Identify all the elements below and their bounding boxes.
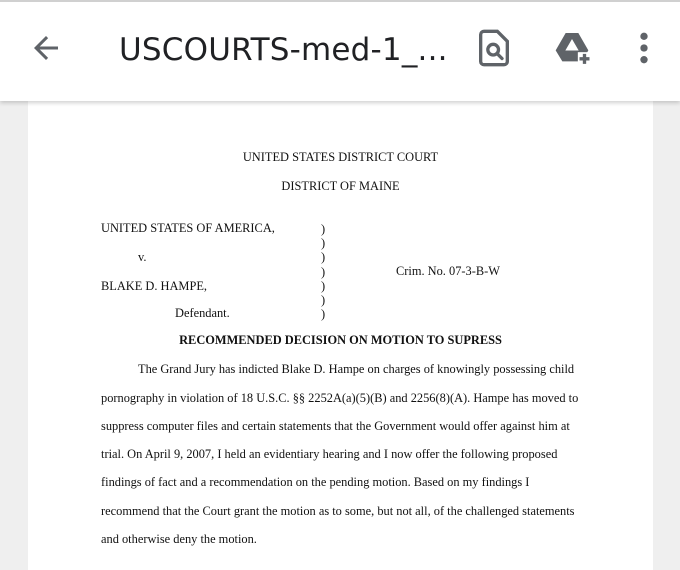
caption-paren: ) <box>321 264 326 279</box>
caption-paren: ) <box>321 236 326 251</box>
more-vert-icon[interactable] <box>624 28 664 68</box>
caption-paren: ) <box>321 278 326 293</box>
body-line: The Grand Jury has indicted Blake D. Hampe on charges of knowingly possessing child <box>138 362 575 376</box>
status-divider <box>0 0 680 2</box>
caption-paren: ) <box>321 307 326 322</box>
body-line: and otherwise deny the motion. <box>101 532 257 546</box>
caption-paren: ) <box>321 292 326 307</box>
body-line: pornography in violation of 18 U.S.C. §§ 2252A(a)(5)(B) and 2256(8)(A). Hampe has moved to <box>101 391 579 405</box>
add-to-drive-icon[interactable] <box>552 28 592 68</box>
caption-paren: ) <box>321 250 326 265</box>
back-arrow-icon[interactable] <box>28 30 64 66</box>
case-number: Crim. No. 07-3-B-W <box>396 264 500 278</box>
plaintiff-name: UNITED STATES OF AMERICA, <box>101 221 275 235</box>
body-line: trial. On April 9, 2007, I held an evidentiary hearing and I now offer the following proposed <box>101 447 558 461</box>
app-bar <box>0 0 680 101</box>
defendant-name: BLAKE D. HAMPE, <box>101 279 208 293</box>
court-district: DISTRICT OF MAINE <box>281 179 400 193</box>
body-line: suppress computer files and certain statements that the Government would offer against him at <box>101 419 570 433</box>
court-name: UNITED STATES DISTRICT COURT <box>242 150 439 164</box>
defendant-label: Defendant. <box>175 306 230 320</box>
caption-paren: ) <box>321 222 326 236</box>
versus-text: v. <box>138 250 147 264</box>
document-title: USCOURTS-med-1_... <box>119 32 448 68</box>
find-in-page-icon[interactable] <box>474 28 514 68</box>
document-page <box>28 90 653 570</box>
body-line: recommend that the Court grant the motion as to some, but not all, of the challenged statements <box>101 504 575 518</box>
caption-parentheses <box>321 222 331 321</box>
body-line: findings of fact and a recommendation on the pending motion. Based on my findings I <box>101 475 530 489</box>
document-heading: RECOMMENDED DECISION ON MOTION TO SUPRESS <box>179 333 502 347</box>
